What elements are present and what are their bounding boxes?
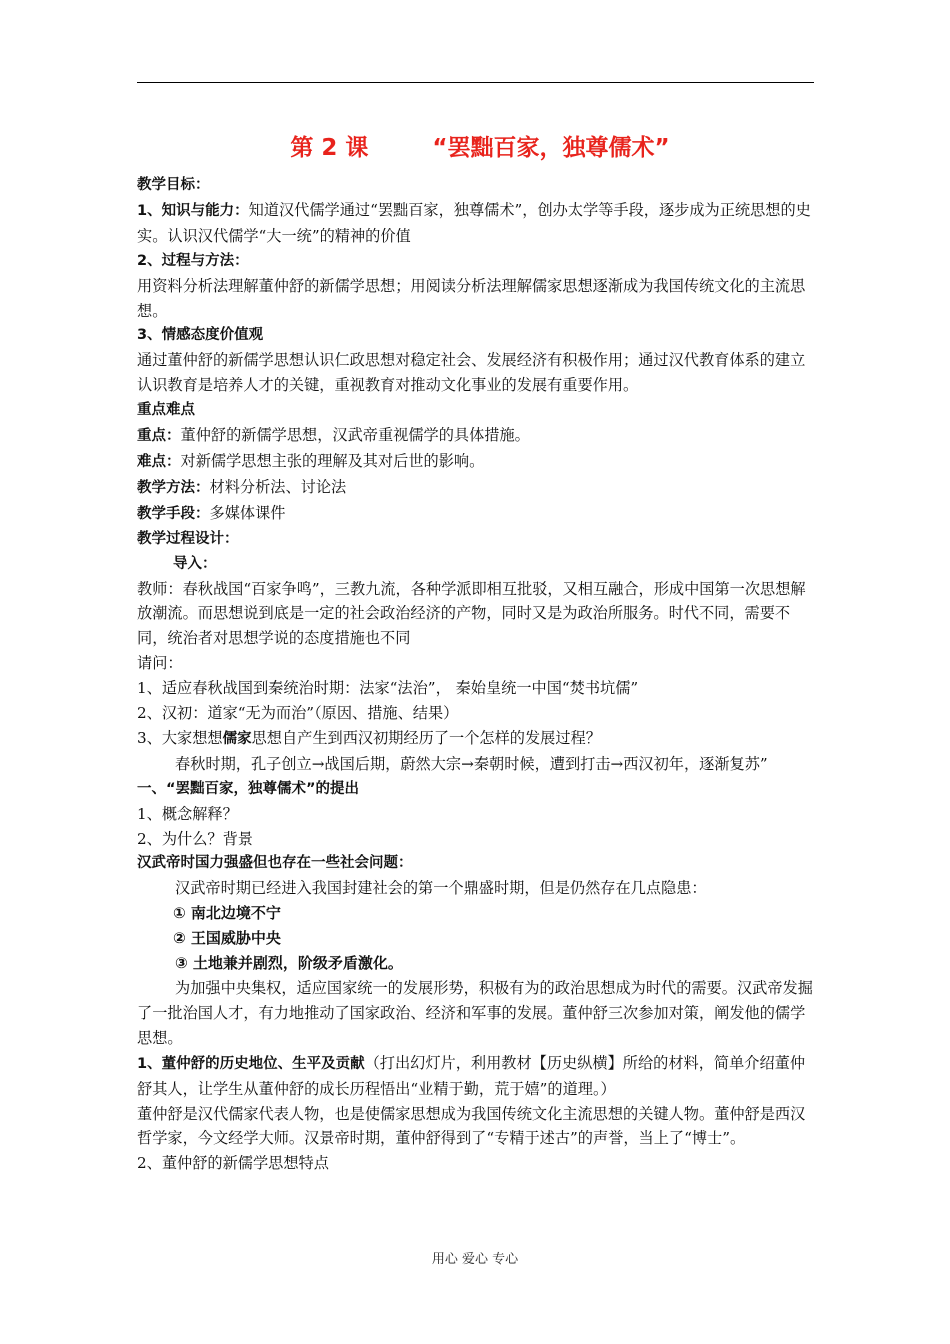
dong-features-heading: 2、董仲舒的新儒学思想特点 [137,1154,329,1173]
question-3-start: 3、大家想想 [137,728,223,747]
teaching-method-text: 材料分析法、讨论法 [209,477,347,496]
hazard-2: ② 王国威胁中央 [173,929,281,948]
key-point-label: 重点： [137,428,181,445]
dong-biography: 董仲舒是汉代儒家代表人物，也是使儒家思想成为我国传统文化主流思想的关键人物。董仲舒是西汉哲学家，今文经学大师。汉景帝时期，董仲舒得到了“专精于述古”的声誉，当上了“博士”。 [137,1104,806,1148]
question-3-emphasis: 儒家 [222,730,252,747]
part-1-question-2: 2、为什么？背景 [137,829,253,848]
goals-heading: 教学目标： [137,177,210,193]
key-difficulty-heading: 重点难点 [137,402,195,419]
part-1-heading: 一、“罢黜百家，独尊儒术”的提出 [137,780,360,797]
goal-1-label: 1、知识与能力： [137,202,249,219]
dong-section-label: 1、董仲舒的历史地位、生平及贡献 [137,1055,365,1072]
key-point [137,423,817,449]
goal-1-text: 知道汉代儒学通过“罢黜百家，独尊儒术”，创办太学等手段，逐步成为正统思想的史实。认识汉代儒学“大一统”的精神的价值 [137,200,811,245]
part-1-question-1: 1、概念解释？ [137,804,238,823]
process-heading: 教学过程设计： [137,530,239,547]
teacher-paragraph: 教师：春秋战国“百家争鸣”，三教九流，各种学派即相互批驳，又相互融合，形成中国第一次思想解放潮流。而思想说到底是一定的社会政治经济的产物，同时又是为政治所服务。时代不同，需要不同，统治者对思想学说的态度措施也不同 [137,579,806,648]
page-footer: 用心 爱心 专心 [431,1252,519,1267]
key-point-text: 董仲舒的新儒学思想，汉武帝重视儒学的具体措施。 [180,426,530,445]
difficulty [137,449,817,475]
hazard-1: ① 南北边境不宁 [173,904,281,923]
teaching-means [137,501,817,527]
teaching-method-label: 教学方法： [137,479,210,496]
hazard-3: ③ 土地兼并剧烈，阶级矛盾激化。 [175,954,403,973]
teaching-method [137,475,817,501]
goal-2-text: 用资料分析法理解董仲舒的新儒学思想；用阅读分析法理解儒家思想逐渐成为我国传统文化的主流思想。 [137,276,806,320]
ask-label: 请问： [137,654,183,673]
problems-intro: 汉武帝时期已经进入我国封建社会的第一个鼎盛时期，但是仍然存在几点隐患： [175,879,707,898]
document-body [137,128,817,1176]
goal-2-label: 2、过程与方法： [137,252,249,269]
page-title: 第 2 课 “罢黜百家，独尊儒术” [290,135,670,161]
difficulty-label: 难点： [137,453,181,470]
question-3-end: 思想自产生到西汉初期经历了一个怎样的发展过程？ [251,728,601,747]
goal-3-text: 通过董仲舒的新儒学思想认识仁政思想对稳定社会、发展经济有积极作用；通过汉代教育体系的建立认识教育是培养人才的关键，重视教育对推动文化事业的发展有重要作用。 [137,351,806,395]
header-rule [137,82,814,83]
question-1: 1、适应春秋战国到秦统治时期：法家“法治”， 秦始皇统一中国“焚书坑儒” [137,679,639,698]
difficulty-text: 对新儒学思想主张的理解及其对后世的影响。 [180,451,485,470]
question-3 [137,726,817,752]
history-paragraph: 春秋时期，孔子创立→战国后期，蔚然大宗→秦朝时候，遭到打击→西汉初年，逐渐复苏” [175,754,768,773]
teaching-means-text: 多媒体课件 [209,503,286,522]
problems-heading: 汉武帝时国力强盛但也存在一些社会问题： [137,855,413,872]
dong-section-text: （打出幻灯片，利用教材【历史纵横】所给的材料，简单介绍董仲舒其人，让学生从董仲舒的成长历程悟出“业精于勤，荒于嬉”的道理。） [137,1053,806,1098]
goal-1 [137,198,817,249]
goal-3-label: 3、情感态度价值观 [137,327,264,344]
teaching-means-label: 教学手段： [137,505,210,522]
dong-section [137,1051,817,1102]
question-2: 2、汉初：道家“无为而治”（原因、措施、结果） [137,704,459,723]
centralize-paragraph: 为加强中央集权，适应国家统一的发展形势，积极有为的政治思想成为时代的需要。汉武帝发掘了一批治国人才，有力地推动了国家政治、经济和军事的发展。董仲舒三次参加对策，阐发他的儒学思想。 [137,979,813,1047]
intro-heading: 导入： [173,555,217,572]
